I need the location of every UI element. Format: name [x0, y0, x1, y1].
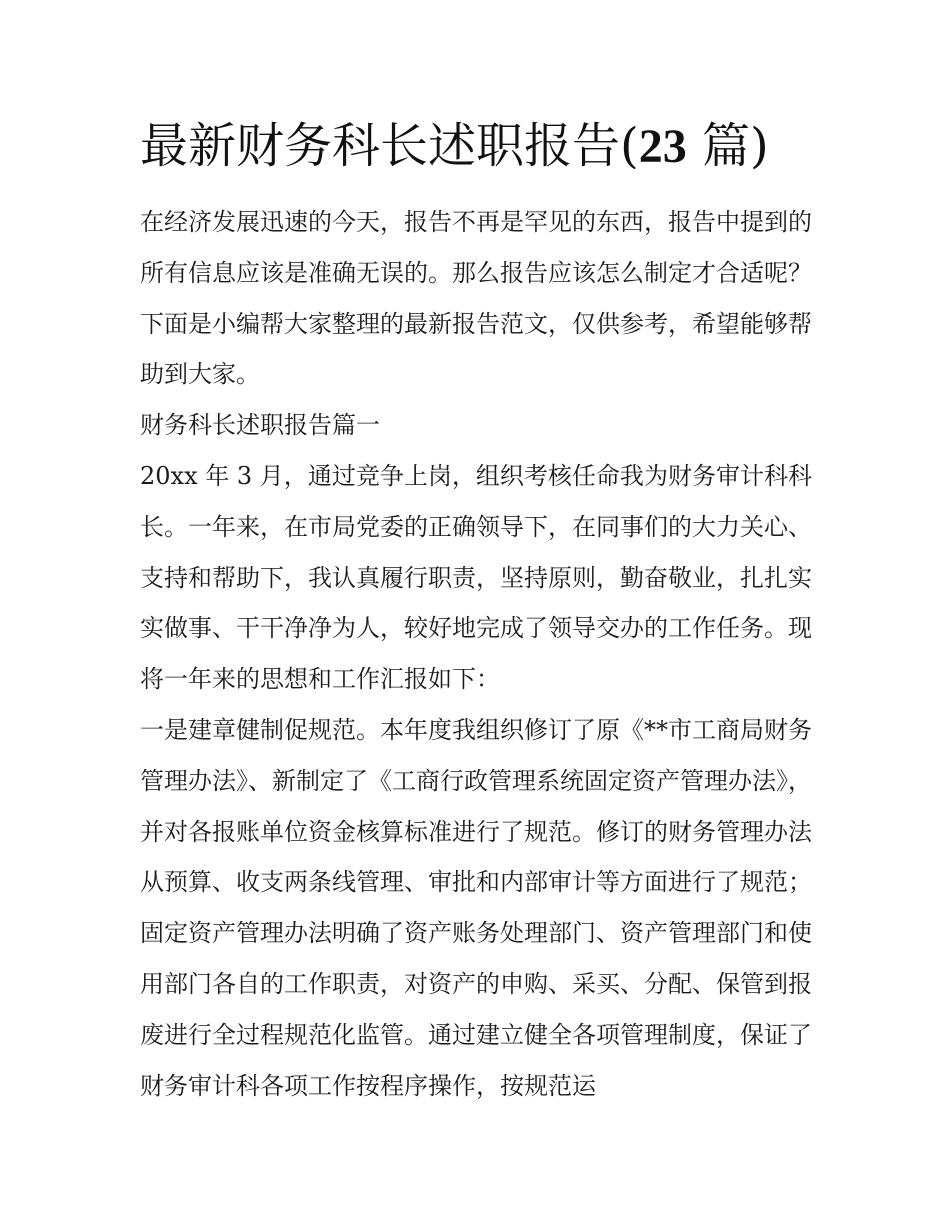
document-title [140, 114, 830, 179]
document-body [140, 197, 812, 1111]
title-main: 最新财务科长述职报告( [140, 118, 639, 174]
section-heading: 财务科长述职报告篇一 [140, 411, 380, 440]
title-tail: 篇) [686, 118, 769, 174]
paragraph-intro: 在经济发展迅速的今天，报告不再是罕见的东西，报告中提到的所有信息应该是准确无误的。那么报告应该怎么制定才合适呢？下面是小编帮大家整理的最新报告范文，仅供参考，希望能够帮助到大家。 [140, 208, 812, 389]
paragraph-point-one: 一是建章健制促规范。本年度我组织修订了原《**市工商局财务管理办法》、新制定了《工商行政管理系统固定资产管理办法》，并对各报账单位资金核算标准进行了规范。修订的财务管理办法从预算、收支两条线管理、审批和内部审计等方面进行了规范；固定资产管理办法明确了资产账务处理部门、资产管理部门和使用部门各自的工作职责，对资产的申购、采买、分配、保管到报废进行全过程规范化监管。通过建立健全各项管理制度，保证了财务审计科各项工作按程序操作，按规范运 [140, 715, 812, 1100]
paragraph-summary: 20xx 年 3 月，通过竞争上岗，组织考核任命我为财务审计科科长。一年来，在市局党委的正确领导下，在同事们的大力关心、支持和帮助下，我认真履行职责，坚持原则，勤奋敬业，扎扎实实做事、干干净净为人，较好地完成了领导交办的工作任务。现将一年来的思想和工作汇报如下： [140, 461, 812, 694]
title-number: 23 [638, 120, 687, 173]
